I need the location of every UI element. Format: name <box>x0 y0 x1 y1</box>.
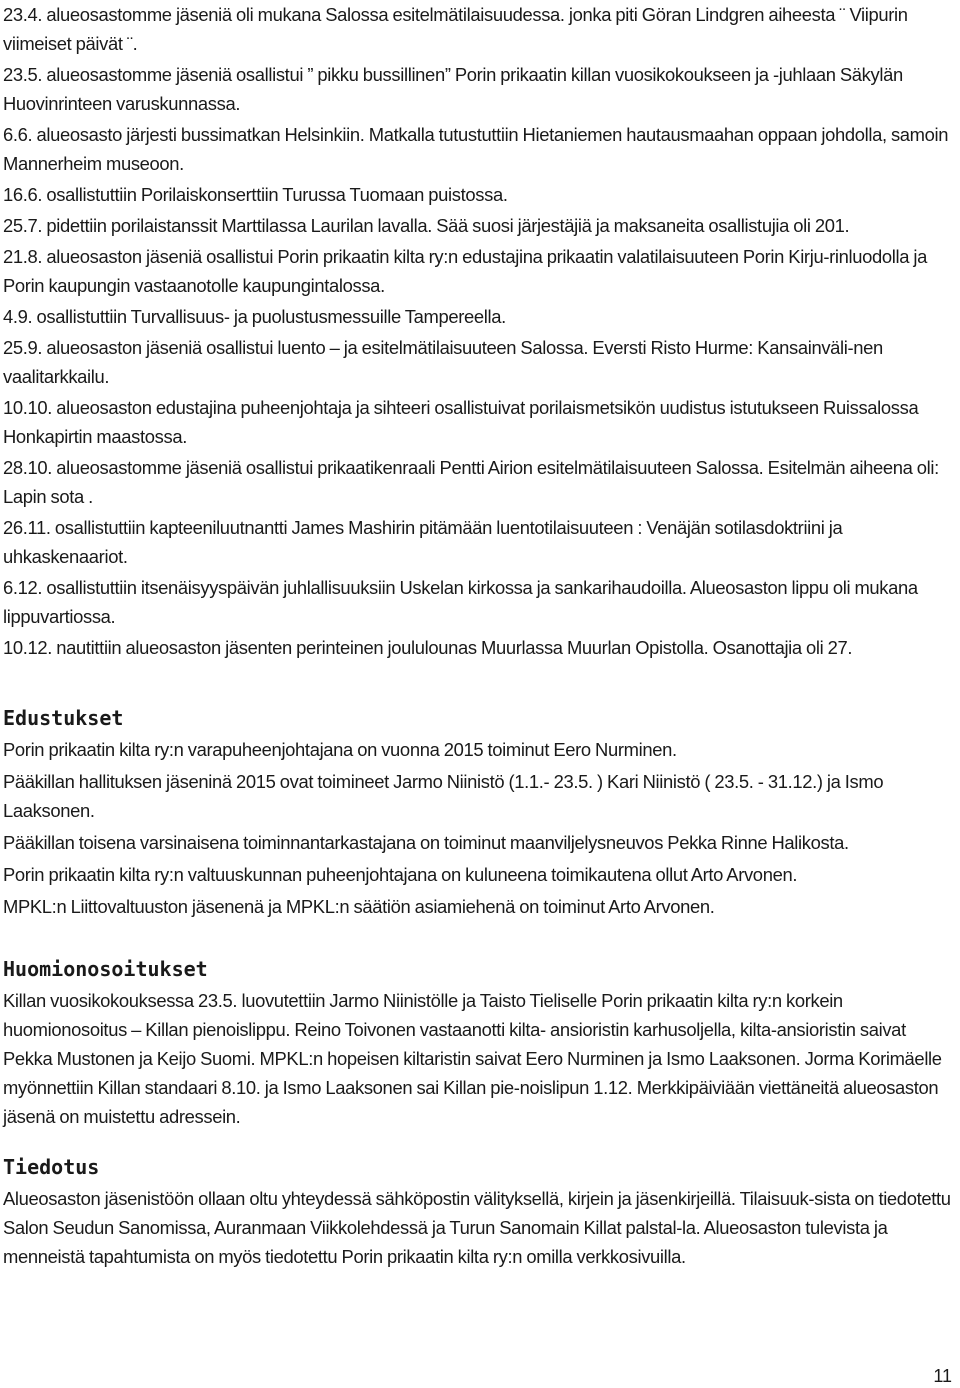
event-item: 21.8. alueosaston jäseniä osallistui Porin prikaatin kilta ry:n edustajina prikaatin valatilaisuuteen Porin Kirju-rinluodolla ja Porin kaupungin vastaanotolle kaupungintalossa. <box>3 246 927 296</box>
section-heading: Edustukset <box>3 706 124 730</box>
paragraph: Killan vuosikokouksessa 23.5. luovutettiin Jarmo Niinistölle ja Taisto Tieliselle Porin prikaatin kilta ry:n korkein huomionosoitus – Killan pienoislippu. Reino Toivonen vastaanotti kilta- ansioristin karhusoljella, kilta-ansioristin saivat Pekka Mustonen ja Keijo Suomi. MPKL:n hopeisen kiltaristin saivat Eero Nurminen ja Ismo Laaksonen. Jorma Korimäelle myönnettiin Killan standaari 8.10. ja Ismo Laaksonen sai Killan pie-noislipun 1.12. Merkkipäiviään viettäneitä alueosaston jäsenä on muistettu adressein. <box>3 990 942 1127</box>
event-list <box>3 0 953 664</box>
page-number: 11 <box>933 1366 952 1386</box>
section-heading: Tiedotus <box>3 1155 100 1179</box>
paragraph: Porin prikaatin kilta ry:n valtuuskunnan puheenjohtajana on kuluneena toimikautena ollut Arto Arvonen. <box>3 864 798 885</box>
section-edustukset <box>3 705 953 924</box>
event-item: 10.12. nautittiin alueosaston jäsenten perinteinen joululounas Muurlassa Muurlan Opistolla. Osanottajia oli 27. <box>3 637 853 658</box>
event-item: 25.7. pidettiin porilaistanssit Marttilassa Laurilan lavalla. Sää suosi järjestäjiä ja maksaneita osallistujia oli 201. <box>3 215 850 236</box>
section-heading: Huomionosoitukset <box>3 957 208 981</box>
paragraph: Pääkillan toisena varsinaisena toiminnantarkastajana on toiminut maanviljelysneuvos Pekka Rinne Halikosta. <box>3 832 849 853</box>
event-item: 6.12. osallistuttiin itsenäisyyspäivän juhlallisuuksiin Uskelan kirkossa ja sankarihaudoilla. Alueosaston lippu oli mukana lippuvartiossa. <box>3 577 918 627</box>
section-huomionosoitukset <box>3 956 953 1134</box>
paragraph: MPKL:n Liittovaltuuston jäsenenä ja MPKL:n säätiön asiamiehenä on toiminut Arto Arvonen. <box>3 896 715 917</box>
section-tiedotus <box>3 1154 953 1274</box>
event-item: 16.6. osallistuttiin Porilaiskonserttiin Turussa Tuomaan puistossa. <box>3 184 508 205</box>
event-item: 4.9. osallistuttiin Turvallisuus- ja puolustusmessuille Tampereella. <box>3 306 506 327</box>
event-item: 28.10. alueosastomme jäseniä osallistui prikaatikenraali Pentti Airion esitelmätilaisuuteen Salossa. Esitelmän aiheena oli: Lapin sota . <box>3 457 939 507</box>
paragraph: Pääkillan hallituksen jäseninä 2015 ovat toimineet Jarmo Niinistö (1.1.- 23.5. ) Kari Niinistö ( 23.5. - 31.12.) ja Ismo Laaksonen. <box>3 771 884 821</box>
paragraph: Porin prikaatin kilta ry:n varapuheenjohtajana on vuonna 2015 toiminut Eero Nurminen. <box>3 739 677 760</box>
event-item: 23.4. alueosastomme jäseniä oli mukana Salossa esitelmätilaisuudessa. jonka piti Göran Lindgren aiheesta ¨ Viipurin viimeiset päivät ¨. <box>3 4 908 54</box>
paragraph: Alueosaston jäsenistöön ollaan oltu yhteydessä sähköpostin välityksellä, kirjein ja jäsenkirjeillä. Tilaisuuk-sista on tiedotettu Salon Seudun Sanomissa, Auranmaan Viikkolehdessä ja Turun Sanomain Killat palstal-la. Alueosaston tulevista ja menneistä tapahtumista on myös tiedotettu Porin prikaatin kilta ry:n omilla verkkosivuilla. <box>3 1188 951 1267</box>
event-item: 23.5. alueosastomme jäseniä osallistui ” pikku bussillinen” Porin prikaatin killan vuosikokoukseen ja -juhlaan Säkylän Huovinrinteen varuskunnassa. <box>3 64 903 114</box>
event-item: 26.11. osallistuttiin kapteeniluutnantti James Mashirin pitämään luentotilaisuuteen : Venäjän sotilasdoktriini ja uhkaskenaariot. <box>3 517 843 567</box>
event-item: 25.9. alueosaston jäseniä osallistui luento – ja esitelmätilaisuuteen Salossa. Eversti Risto Hurme: Kansainväli-nen vaalitarkkailu. <box>3 337 883 387</box>
event-item: 10.10. alueosaston edustajina puheenjohtaja ja sihteeri osallistuivat porilaismetsikön uudistus istutukseen Ruissalossa Honkapirtin maastossa. <box>3 397 919 447</box>
event-item: 6.6. alueosasto järjesti bussimatkan Helsinkiin. Matkalla tutustuttiin Hietaniemen hautausmaahan oppaan johdolla, samoin Mannerheim museoon. <box>3 124 949 174</box>
